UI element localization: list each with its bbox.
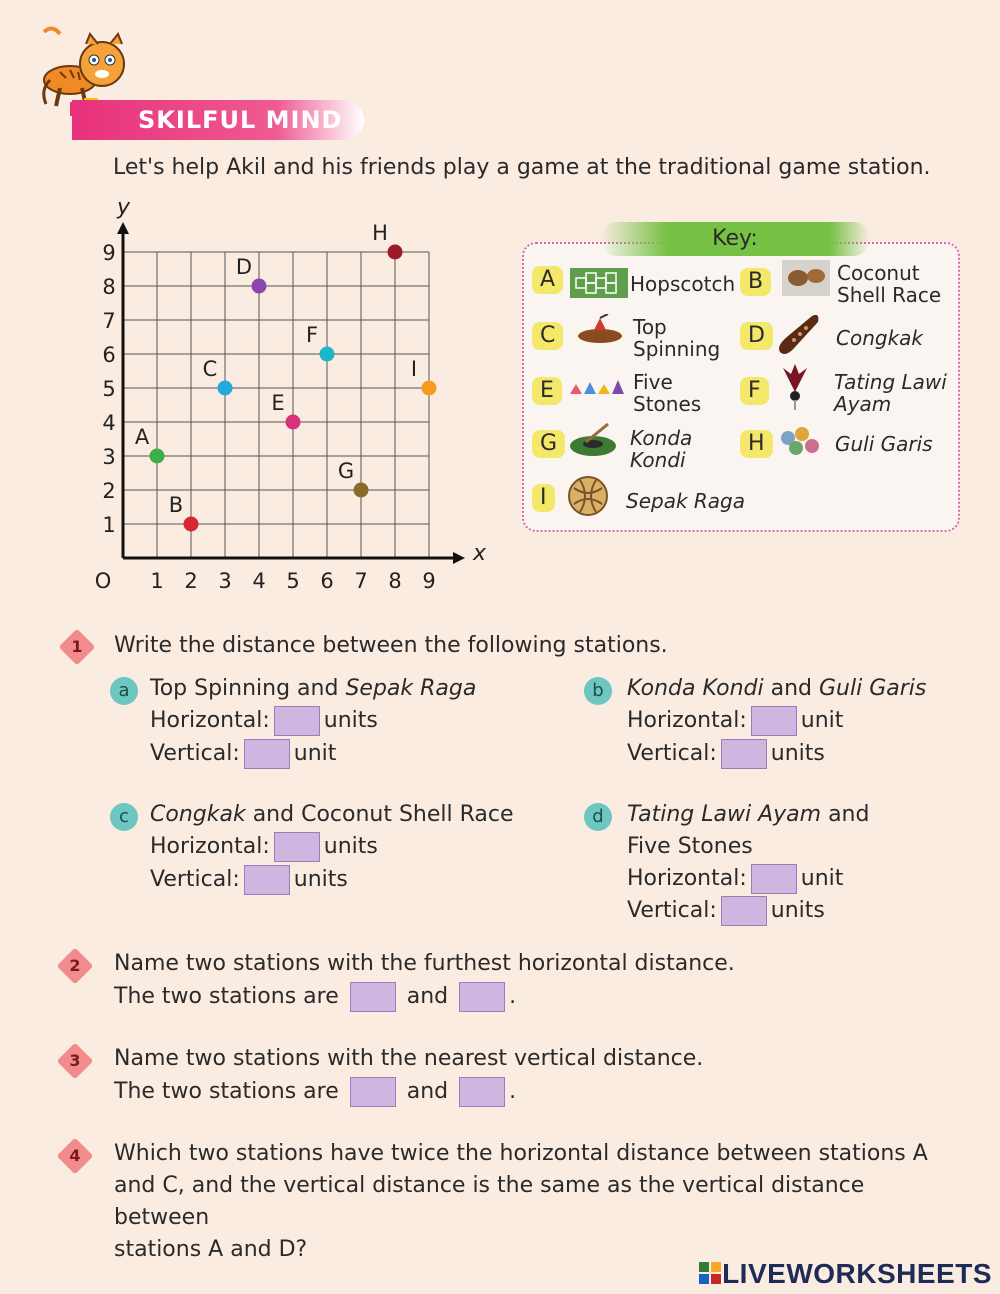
marbles-icon [776, 424, 826, 460]
key-item-h [740, 430, 773, 458]
sub-c-title-italic: Congkak [150, 802, 246, 827]
answer-box-2-second[interactable] [459, 982, 505, 1012]
vertical-label: Vertical: [150, 741, 240, 766]
x-tick-label: 5 [286, 569, 300, 593]
liveworksheets-brand: LIVEWORKSHEETS [722, 1258, 992, 1289]
konda-kondi-icon [568, 420, 618, 460]
five-stones-icon [566, 372, 630, 400]
unit-label: units [770, 741, 825, 766]
key-item-i [532, 484, 555, 512]
intro-text: Let's help Akil and his friends play a game at the traditional game station. [113, 155, 931, 180]
and-label: and [406, 1079, 449, 1104]
x-tick-label: 9 [422, 569, 436, 593]
key-label-line1: Tating Lawi [834, 370, 947, 394]
key-item-e [532, 377, 562, 405]
key-label-konda-kondi [630, 427, 692, 471]
sub-d-title-italic: Tating Lawi Ayam [627, 802, 822, 827]
key-label-line1: Top [633, 315, 667, 339]
hopscotch-icon [570, 268, 628, 298]
sub-a-vertical [150, 738, 336, 770]
unit-label: unit [293, 741, 337, 766]
key-label-line2: Kondi [630, 448, 686, 472]
sub-c-title [150, 799, 514, 831]
data-point-c [218, 381, 233, 396]
x-axis-arrow [453, 552, 465, 564]
answer-box-1c-horizontal[interactable] [274, 832, 320, 862]
key-item-g [532, 430, 565, 458]
question-number: 4 [69, 1146, 81, 1165]
question-4-badge [57, 1138, 94, 1175]
answer-box-1b-vertical[interactable] [721, 739, 767, 769]
point-label-h: H [372, 221, 388, 245]
y-tick-label: 1 [102, 513, 116, 537]
answer-prefix: The two stations are [114, 1079, 339, 1104]
sub-d-badge: d [584, 803, 612, 831]
point-label-g: G [337, 459, 355, 483]
sub-b-badge: b [584, 677, 612, 705]
x-tick-label: 4 [252, 569, 266, 593]
question-4-line1: Which two stations have twice the horizontal distance between stations A [114, 1141, 928, 1166]
data-point-f [320, 347, 335, 362]
y-tick-label: 3 [102, 445, 116, 469]
question-3-badge [57, 1043, 94, 1080]
answer-box-3-first[interactable] [350, 1077, 396, 1107]
sub-d-title [627, 799, 869, 831]
sub-d-title-plain: and [821, 802, 870, 827]
x-tick-label: 6 [320, 569, 334, 593]
y-axis-arrow [117, 222, 129, 234]
question-number: 3 [69, 1051, 81, 1070]
tating-lawi-ayam-icon [778, 364, 812, 412]
key-label-line2: Ayam [834, 392, 892, 416]
vertical-label: Vertical: [627, 898, 717, 923]
key-item-b [740, 268, 771, 296]
y-tick-label: 4 [102, 411, 116, 435]
origin-label: O [94, 569, 112, 593]
x-tick-label: 3 [218, 569, 232, 593]
key-item-a [532, 266, 563, 294]
sub-c-horizontal [150, 831, 378, 863]
liveworksheets-logo-icon [699, 1262, 721, 1284]
answer-box-2-first[interactable] [350, 982, 396, 1012]
horizontal-label: Horizontal: [627, 708, 747, 733]
point-label-d: D [235, 255, 253, 279]
point-label-a: A [134, 425, 150, 449]
key-label-line2: Spinning [633, 337, 721, 361]
skilful-mind-banner [72, 100, 364, 140]
key-letter: H [740, 430, 773, 458]
sub-c-vertical [150, 864, 348, 896]
sub-b-title-italic1: Konda Kondi [627, 676, 764, 701]
vertical-label: Vertical: [150, 867, 240, 892]
sub-b-vertical [627, 738, 825, 770]
key-label-coconut-shell-race [837, 262, 941, 306]
sub-a-title-italic: Sepak Raga [345, 676, 477, 701]
key-label-hopscotch: Hopscotch [630, 272, 736, 296]
unit-label: units [323, 708, 378, 733]
key-label-guli-garis: Guli Garis [835, 432, 933, 456]
data-point-d [252, 279, 267, 294]
key-letter: F [740, 377, 769, 405]
unit-label: units [770, 898, 825, 923]
x-tick-label: 1 [150, 569, 164, 593]
period: . [509, 984, 517, 1009]
key-label-line2: Shell Race [837, 283, 942, 307]
sub-d-title-line2: Five Stones [627, 834, 753, 859]
sub-b-title-plain: and [763, 676, 819, 701]
answer-box-1d-vertical[interactable] [721, 896, 767, 926]
question-4-text [114, 1138, 954, 1266]
rattan-ball-icon [566, 474, 610, 518]
answer-box-1a-horizontal[interactable] [274, 706, 320, 736]
key-item-c [532, 322, 563, 350]
y-tick-label: 8 [102, 275, 116, 299]
key-label-line2: Stones [633, 392, 702, 416]
point-label-b: B [168, 493, 184, 517]
answer-box-1c-vertical[interactable] [244, 865, 290, 895]
sub-a-horizontal [150, 705, 378, 737]
point-label-c: C [202, 357, 218, 381]
data-point-e [286, 415, 301, 430]
x-tick-label: 7 [354, 569, 368, 593]
question-2-answer [114, 981, 516, 1013]
key-label-five-stones [633, 371, 701, 415]
sub-c-badge: c [110, 803, 138, 831]
answer-box-3-second[interactable] [459, 1077, 505, 1107]
question-2-text: Name two stations with the furthest horizontal distance. [114, 951, 735, 976]
point-label-f: F [305, 323, 319, 347]
sub-a-title [150, 673, 476, 705]
key-letter: G [532, 430, 565, 458]
key-label-line1: Five [633, 370, 673, 394]
question-1-badge [59, 629, 96, 666]
and-label: and [406, 984, 449, 1009]
spinning-top-icon [574, 314, 626, 350]
question-3-answer [114, 1076, 516, 1108]
unit-label: units [323, 834, 378, 859]
x-tick-label: 2 [184, 569, 198, 593]
sub-b-title [627, 673, 926, 705]
data-point-i [422, 381, 437, 396]
sub-a-badge: a [110, 677, 138, 705]
key-label-top-spinning [633, 316, 720, 360]
sub-b-title-italic2: Guli Garis [819, 676, 927, 701]
y-tick-label: 5 [102, 377, 116, 401]
congkak-board-icon [774, 312, 820, 356]
sub-a-title-plain: Top Spinning and [150, 676, 346, 701]
question-4-line2: and C, and the vertical distance is the same as the vertical distance between [114, 1173, 865, 1230]
data-point-a [150, 449, 165, 464]
key-label-congkak: Congkak [836, 326, 923, 350]
coconut-shell-icon [782, 260, 830, 296]
key-letter: E [532, 377, 562, 405]
answer-prefix: The two stations are [114, 984, 339, 1009]
sub-d-horizontal [627, 863, 843, 895]
answer-box-1d-horizontal[interactable] [751, 864, 797, 894]
point-label-i: I [410, 357, 418, 381]
key-item-d [740, 322, 773, 350]
x-axis-label: x [473, 541, 487, 566]
key-label-tating-lawi-ayam [834, 371, 947, 415]
key-letter: B [740, 268, 771, 296]
sub-b-horizontal [627, 705, 843, 737]
vertical-label: Vertical: [627, 741, 717, 766]
question-number: 2 [69, 956, 81, 975]
banner-title: SKILFUL MIND [138, 106, 343, 134]
sub-d-vertical [627, 895, 825, 927]
x-tick-label: 8 [388, 569, 402, 593]
key-label-sepak-raga: Sepak Raga [626, 489, 745, 513]
unit-label: unit [800, 708, 844, 733]
question-4-line3: stations A and D? [114, 1237, 308, 1262]
key-label-line1: Konda [630, 426, 693, 450]
key-letter: C [532, 322, 563, 350]
coordinate-grid-chart [80, 190, 500, 600]
key-letter: D [740, 322, 773, 350]
sub-c-title-plain: and Coconut Shell Race [245, 802, 514, 827]
key-title: Key: [600, 222, 870, 256]
key-label-line1: Coconut [837, 261, 920, 285]
answer-box-1a-vertical[interactable] [244, 739, 290, 769]
data-point-h [388, 245, 403, 260]
y-tick-label: 6 [102, 343, 116, 367]
question-3-text: Name two stations with the nearest vertical distance. [114, 1046, 704, 1071]
data-point-b [184, 517, 199, 532]
answer-box-1b-horizontal[interactable] [751, 706, 797, 736]
point-label-e: E [271, 391, 285, 415]
horizontal-label: Horizontal: [150, 834, 270, 859]
question-1-text: Write the distance between the following stations. [114, 633, 668, 658]
key-letter: A [532, 266, 563, 294]
question-number: 1 [71, 637, 83, 656]
y-tick-label: 7 [102, 309, 116, 333]
horizontal-label: Horizontal: [627, 866, 747, 891]
period: . [509, 1079, 517, 1104]
y-tick-label: 2 [102, 479, 116, 503]
key-item-f [740, 377, 769, 405]
data-point-g [354, 483, 369, 498]
key-letter: I [532, 484, 555, 512]
y-tick-label: 9 [102, 241, 116, 265]
y-axis-label: y [117, 195, 131, 220]
horizontal-label: Horizontal: [150, 708, 270, 733]
question-2-badge [57, 948, 94, 985]
unit-label: unit [800, 866, 844, 891]
unit-label: units [293, 867, 348, 892]
